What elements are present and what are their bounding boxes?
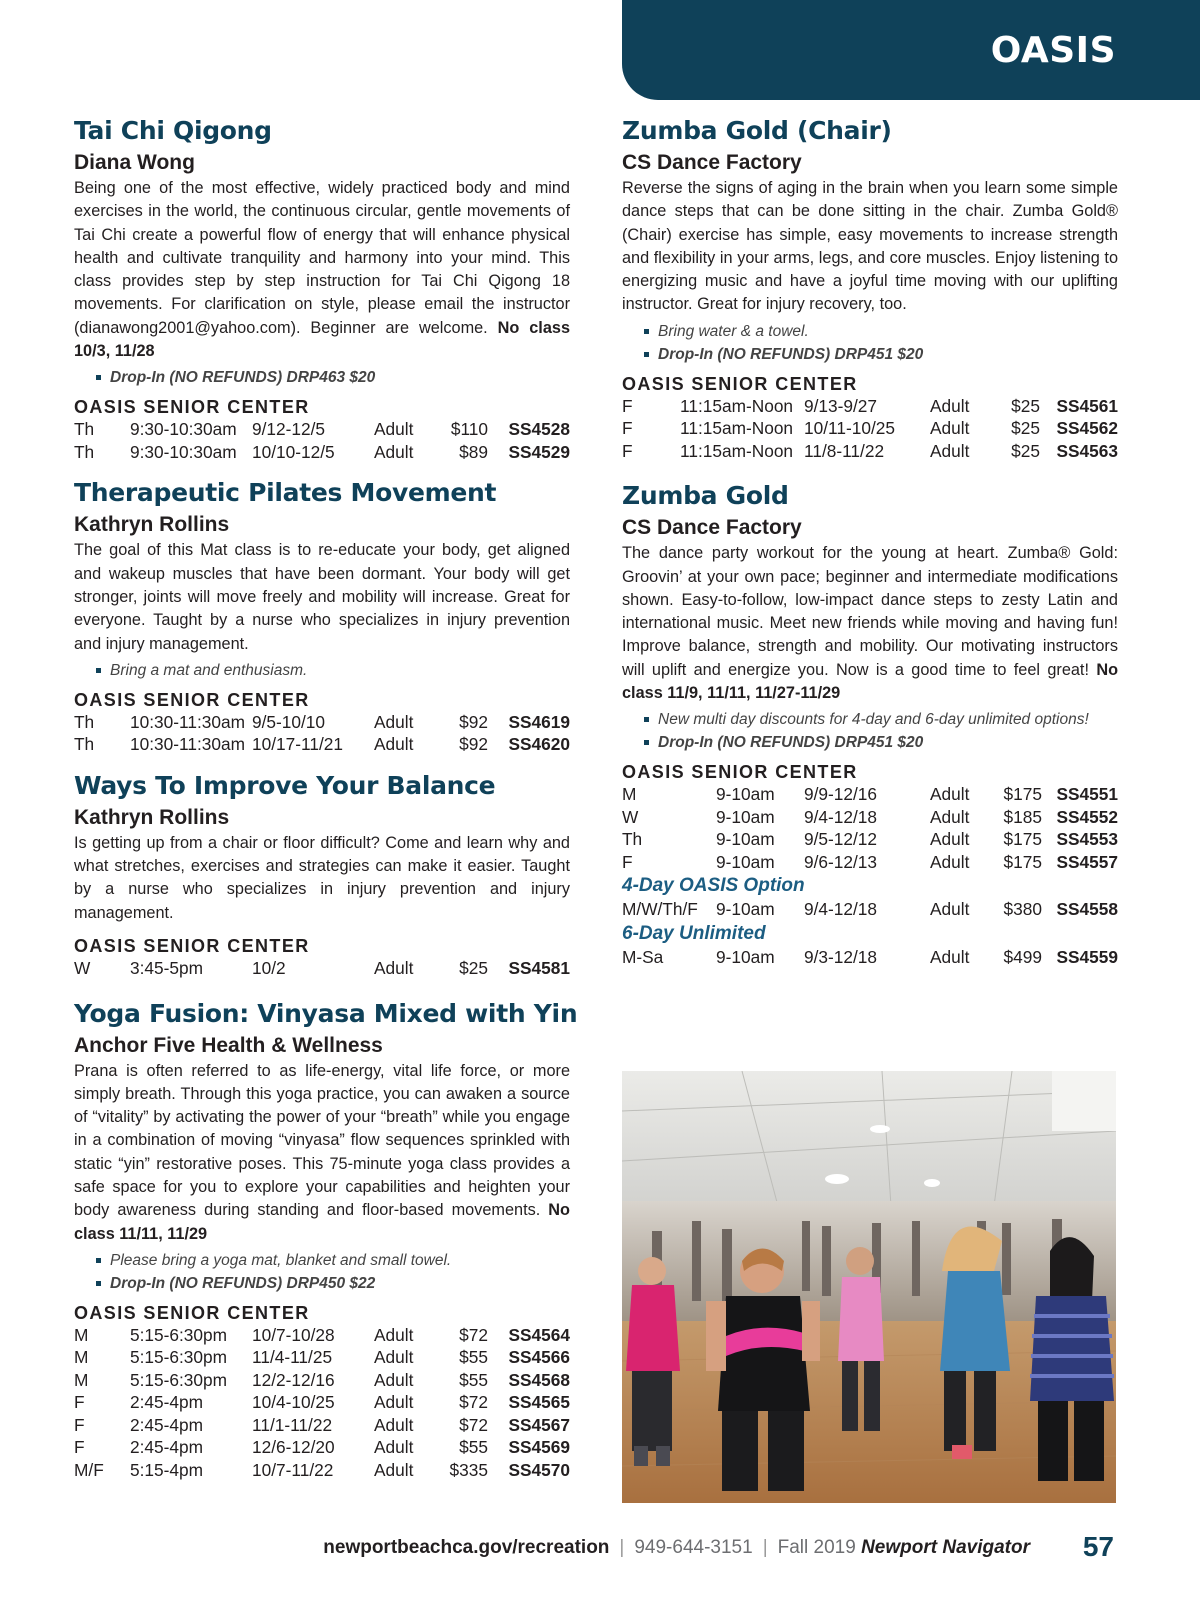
dates-cell: 9/6-12/13 <box>804 851 878 872</box>
class-instructor: Diana Wong <box>74 151 195 174</box>
course-code-cell: SS4620 <box>508 734 570 755</box>
dates-cell: 11/1-11/22 <box>252 1414 333 1435</box>
table-row <box>622 851 1118 874</box>
table-row <box>74 1369 570 1392</box>
price-cell: $25 <box>1011 395 1040 416</box>
age-cell: Adult <box>930 806 970 827</box>
option-heading-4-day: 4-Day OASIS Option <box>622 875 805 897</box>
age-cell: Adult <box>374 1369 414 1390</box>
price-cell: $499 <box>1003 946 1042 967</box>
age-cell: Adult <box>374 1347 414 1368</box>
price-cell: $72 <box>459 1414 488 1435</box>
dates-cell: 9/12-12/5 <box>252 419 326 440</box>
time-cell: 9-10am <box>716 806 775 827</box>
table-row <box>74 418 570 441</box>
class-title: Ways To Improve Your Balance <box>74 770 496 800</box>
price-cell: $110 <box>450 419 488 440</box>
day-cell: Th <box>622 829 643 850</box>
price-cell: $25 <box>1011 418 1040 439</box>
section-tab-label: OASIS <box>990 30 1116 71</box>
table-row <box>622 806 1118 829</box>
class-notes <box>622 708 1118 754</box>
footer-separator: | <box>762 1537 768 1558</box>
class-title: Yoga Fusion: Vinyasa Mixed with Yin <box>74 998 578 1028</box>
table-row <box>74 1391 570 1414</box>
class-description <box>74 1060 570 1246</box>
dates-cell: 11/4-11/25 <box>252 1347 333 1368</box>
age-cell: Adult <box>930 418 970 439</box>
description-text: Prana is often referred to as life-energy, vital life force, or more simply breath. Through this yoga practice, you can awaken a source of “vitality” by activating the power of your “breath” while you engage in a combination of moving “vinyasa” flow sequences sprinkled with static “yin” restorative poses. This 75-minute yoga class provides a safe space for you to explore your capabilities and heighten your body awareness during standing and floor-based movements. <box>74 1061 570 1220</box>
footer-season: Fall 2019 <box>777 1537 856 1558</box>
bring-note: Bring a mat and enthusiasm. <box>74 659 570 682</box>
location-heading: OASIS SENIOR CENTER <box>74 689 310 710</box>
time-cell: 3:45-5pm <box>130 958 204 979</box>
price-cell: $25 <box>459 958 488 979</box>
time-cell: 11:15am-Noon <box>680 395 794 416</box>
class-notes <box>74 1249 570 1295</box>
class-instructor: CS Dance Factory <box>622 151 802 174</box>
table-row <box>622 946 1118 969</box>
day-cell: W <box>622 806 639 827</box>
class-description <box>74 177 570 363</box>
schedule-table <box>74 957 570 980</box>
class-title: Zumba Gold <box>622 481 789 511</box>
class-instructor: CS Dance Factory <box>622 516 802 540</box>
schedule-table <box>74 1324 570 1482</box>
day-cell: M <box>74 1369 89 1390</box>
time-cell: 9:30-10:30am <box>130 441 237 462</box>
age-cell: Adult <box>930 829 970 850</box>
age-cell: Adult <box>374 734 414 755</box>
dates-cell: 11/8-11/22 <box>804 440 885 461</box>
schedule-table <box>622 783 1118 873</box>
option-heading-6-day: 6-Day Unlimited <box>622 922 766 944</box>
class-notes <box>622 320 1118 366</box>
course-code-cell: SS4568 <box>508 1369 570 1390</box>
class-description: Reverse the signs of aging in the brain when you learn some simple dance steps that can be done sitting in the chair. Zumba Gold® (Chair) exercise has simple, easy movements to increase strength and flexibility in your arms, legs, and core muscles. Enjoy listening to energizing music and have a joyful time moving with our uplifting instructor. Great for injury recovery, too. <box>622 179 1118 314</box>
dates-cell: 9/9-12/16 <box>804 784 878 805</box>
age-cell: Adult <box>374 419 414 440</box>
day-cell: F <box>622 440 633 461</box>
description-text: Being one of the most effective, widely practiced body and mind exercises in the world, the continuous circular, gentle movements of Tai Chi create a powerful flow of energy that will enhance physical health and cultivate tranquility and harmony into your mind. This class provides step by step instruction for Tai Chi Qigong 18 movements. For clarification on style, please email the instructor (dianawong2001@yahoo.com). Beginner are welcome. <box>74 179 570 337</box>
location-heading: OASIS SENIOR CENTER <box>74 936 310 957</box>
day-cell: F <box>74 1392 85 1413</box>
age-cell: Adult <box>374 1437 414 1458</box>
page-number: 57 <box>1082 1531 1114 1562</box>
day-cell: Th <box>74 441 95 462</box>
table-row <box>622 395 1118 418</box>
table-row <box>74 1346 570 1369</box>
page-footer <box>0 1533 1200 1565</box>
course-code-cell: SS4619 <box>508 711 570 732</box>
price-cell: $55 <box>459 1369 488 1390</box>
age-cell: Adult <box>930 946 970 967</box>
dates-cell: 10/10-12/5 <box>252 441 335 462</box>
course-code-cell: SS4566 <box>508 1347 570 1368</box>
location-heading: OASIS SENIOR CENTER <box>74 397 310 418</box>
footer-text <box>323 1537 1030 1559</box>
class-listing-pilates <box>74 475 570 755</box>
description-text: The dance party workout for the young at heart. Zumba® Gold: Groovin’ at your own pace; beginner and intermediate modifications shown. Easy-to-follow, low-impact dance steps to zesty Latin and international music. Meet new friends while moving and having fun! Improve balance, strength and mobility. Our motivating instructors will uplift and energize you. Now is a good time to feel great! <box>622 544 1118 679</box>
class-notes <box>74 366 570 389</box>
course-code-cell: SS4551 <box>1056 784 1118 805</box>
price-cell: $92 <box>459 734 488 755</box>
drop-in-note: Drop-In (NO REFUNDS) DRP451 $20 <box>622 731 1118 754</box>
class-instructor: Anchor Five Health & Wellness <box>74 1033 383 1057</box>
table-row <box>74 1459 570 1482</box>
table-row <box>622 828 1118 851</box>
dates-cell: 12/2-12/16 <box>252 1369 335 1390</box>
age-cell: Adult <box>374 958 414 979</box>
schedule-table <box>622 395 1118 463</box>
time-cell: 9-10am <box>716 851 775 872</box>
price-cell: $92 <box>459 711 488 732</box>
price-cell: $335 <box>449 1459 488 1480</box>
time-cell: 9-10am <box>716 899 775 920</box>
time-cell: 2:45-4pm <box>130 1414 204 1435</box>
time-cell: 5:15-6:30pm <box>130 1369 228 1390</box>
price-cell: $72 <box>459 1324 488 1345</box>
dates-cell: 9/4-12/18 <box>804 806 878 827</box>
price-cell: $55 <box>459 1347 488 1368</box>
day-cell: M <box>622 784 637 805</box>
class-title: Tai Chi Qigong <box>74 116 272 145</box>
drop-in-note: Drop-In (NO REFUNDS) DRP450 $22 <box>74 1272 570 1295</box>
table-row <box>74 441 570 464</box>
age-cell: Adult <box>374 441 414 462</box>
course-code-cell: SS4557 <box>1056 851 1118 872</box>
class-listing-zumba-gold <box>622 478 1118 968</box>
table-row <box>74 733 570 756</box>
class-description: The goal of this Mat class is to re-educate your body, get aligned and wakeup muscles that have been dormant. Your body will get stronger, joints will move freely and mobility will increase. Great for everyone. Taught by a nurse who specializes in injury prevention and injury management. <box>74 541 570 653</box>
time-cell: 9-10am <box>716 946 775 967</box>
dates-cell: 10/17-11/21 <box>252 734 343 755</box>
class-instructor: Kathryn Rollins <box>74 805 230 829</box>
dates-cell: 10/4-10/25 <box>252 1392 335 1413</box>
time-cell: 9-10am <box>716 829 775 850</box>
course-code-cell: SS4529 <box>508 441 570 462</box>
age-cell: Adult <box>930 851 970 872</box>
table-row <box>74 957 570 980</box>
bring-note: Bring water & a towel. <box>622 320 1118 343</box>
time-cell: 2:45-4pm <box>130 1392 204 1413</box>
age-cell: Adult <box>374 1414 414 1435</box>
class-listing-tai-chi <box>74 113 570 463</box>
time-cell: 10:30-11:30am <box>130 711 245 732</box>
price-cell: $380 <box>1003 899 1042 920</box>
day-cell: M/F <box>74 1459 104 1480</box>
age-cell: Adult <box>374 1324 414 1345</box>
right-column <box>622 113 1118 968</box>
day-cell: F <box>622 418 633 439</box>
day-cell: M/W/Th/F <box>622 899 698 920</box>
course-code-cell: SS4553 <box>1056 829 1118 850</box>
price-cell: $55 <box>459 1437 488 1458</box>
footer-separator: | <box>619 1537 625 1558</box>
time-cell: 9-10am <box>716 784 775 805</box>
course-code-cell: SS4528 <box>508 419 570 440</box>
price-cell: $175 <box>1003 829 1042 850</box>
day-cell: M-Sa <box>622 946 664 967</box>
day-cell: F <box>74 1437 85 1458</box>
age-cell: Adult <box>374 1392 414 1413</box>
course-code-cell: SS4565 <box>508 1392 570 1413</box>
section-tab <box>622 0 1200 100</box>
class-description <box>622 542 1118 705</box>
day-cell: Th <box>74 711 95 732</box>
dates-cell: 9/13-9/27 <box>804 395 878 416</box>
table-row <box>74 1324 570 1347</box>
course-code-cell: SS4558 <box>1056 899 1118 920</box>
dates-cell: 10/7-10/28 <box>252 1324 335 1345</box>
day-cell: M <box>74 1347 89 1368</box>
course-code-cell: SS4559 <box>1056 946 1118 967</box>
location-heading: OASIS SENIOR CENTER <box>622 373 858 394</box>
class-listing-zumba-chair <box>622 113 1118 462</box>
age-cell: Adult <box>930 784 970 805</box>
time-cell: 11:15am-Noon <box>680 440 794 461</box>
table-row <box>74 711 570 734</box>
location-heading: OASIS SENIOR CENTER <box>622 762 858 783</box>
time-cell: 5:15-6:30pm <box>130 1347 228 1368</box>
footer-publication: Newport Navigator <box>861 1537 1030 1558</box>
course-code-cell: SS4569 <box>508 1437 570 1458</box>
left-column <box>74 113 578 1481</box>
class-notes <box>74 659 570 682</box>
dates-cell: 10/7-11/22 <box>252 1459 334 1480</box>
class-listing-balance <box>74 768 570 980</box>
course-code-cell: SS4581 <box>508 958 570 979</box>
no-class-notice: No class 11/9, 11/11, 11/27-11/29 <box>622 660 1119 703</box>
time-cell: 9:30-10:30am <box>130 419 237 440</box>
footer-website-link[interactable]: newportbeachca.gov/recreation <box>323 1537 610 1558</box>
age-cell: Adult <box>930 395 970 416</box>
price-cell: $72 <box>459 1392 488 1413</box>
dance-class-photo <box>622 1071 1116 1503</box>
dates-cell: 9/4-12/18 <box>804 899 878 920</box>
table-row <box>74 1414 570 1437</box>
age-cell: Adult <box>930 440 970 461</box>
course-code-cell: SS4564 <box>508 1324 570 1345</box>
schedule-table <box>74 711 570 756</box>
table-row <box>622 783 1118 806</box>
course-code-cell: SS4563 <box>1056 440 1118 461</box>
age-cell: Adult <box>374 1459 414 1480</box>
table-row <box>622 898 1118 921</box>
bring-note: Please bring a yoga mat, blanket and small towel. <box>74 1249 570 1272</box>
age-cell: Adult <box>374 711 414 732</box>
day-cell: Th <box>74 734 95 755</box>
table-row <box>74 1436 570 1459</box>
day-cell: M <box>74 1324 89 1345</box>
day-cell: F <box>622 395 633 416</box>
class-description: Is getting up from a chair or floor difficult? Come and learn why and what stretches, exercises and strategies can make it easier. Taught by a nurse who specializes in injury prevention and injury management. <box>74 833 570 922</box>
class-title: Therapeutic Pilates Movement <box>74 478 497 508</box>
dates-cell: 9/3-12/18 <box>804 946 878 967</box>
location-heading: OASIS SENIOR CENTER <box>74 1302 310 1323</box>
footer-phone: 949-644-3151 <box>634 1537 753 1558</box>
course-code-cell: SS4562 <box>1056 418 1118 439</box>
dates-cell: 9/5-10/10 <box>252 711 326 732</box>
time-cell: 5:15-4pm <box>130 1459 204 1480</box>
dates-cell: 10/2 <box>252 958 286 979</box>
day-cell: Th <box>74 419 95 440</box>
course-code-cell: SS4552 <box>1056 806 1118 827</box>
price-cell: $175 <box>1003 784 1042 805</box>
price-cell: $89 <box>459 441 488 462</box>
class-title: Zumba Gold (Chair) <box>622 116 892 145</box>
table-row <box>622 417 1118 440</box>
time-cell: 10:30-11:30am <box>130 734 245 755</box>
dates-cell: 9/5-12/12 <box>804 829 878 850</box>
table-row <box>622 440 1118 463</box>
dates-cell: 10/11-10/25 <box>804 418 895 439</box>
time-cell: 2:45-4pm <box>130 1437 204 1458</box>
no-class-notice: No class 10/3, 11/28 <box>74 318 570 361</box>
dates-cell: 12/6-12/20 <box>252 1437 335 1458</box>
age-cell: Adult <box>930 899 970 920</box>
course-code-cell: SS4567 <box>508 1414 570 1435</box>
time-cell: 5:15-6:30pm <box>130 1324 228 1345</box>
class-listing-yoga <box>74 996 578 1482</box>
drop-in-note: Drop-In (NO REFUNDS) DRP463 $20 <box>74 366 570 389</box>
day-cell: W <box>74 958 91 979</box>
schedule-table <box>74 418 570 463</box>
day-cell: F <box>74 1414 85 1435</box>
schedule-table <box>622 898 1118 921</box>
schedule-table <box>622 946 1118 969</box>
time-cell: 11:15am-Noon <box>680 418 794 439</box>
class-instructor: Kathryn Rollins <box>74 513 230 537</box>
discount-note: New multi day discounts for 4-day and 6-day unlimited options! <box>622 708 1118 731</box>
no-class-notice: No class 11/11, 11/29 <box>74 1201 570 1243</box>
price-cell: $185 <box>1003 806 1042 827</box>
day-cell: F <box>622 851 633 872</box>
price-cell: $175 <box>1003 851 1042 872</box>
price-cell: $25 <box>1011 440 1040 461</box>
course-code-cell: SS4570 <box>508 1459 570 1480</box>
course-code-cell: SS4561 <box>1056 395 1118 416</box>
drop-in-note: Drop-In (NO REFUNDS) DRP451 $20 <box>622 343 1118 366</box>
